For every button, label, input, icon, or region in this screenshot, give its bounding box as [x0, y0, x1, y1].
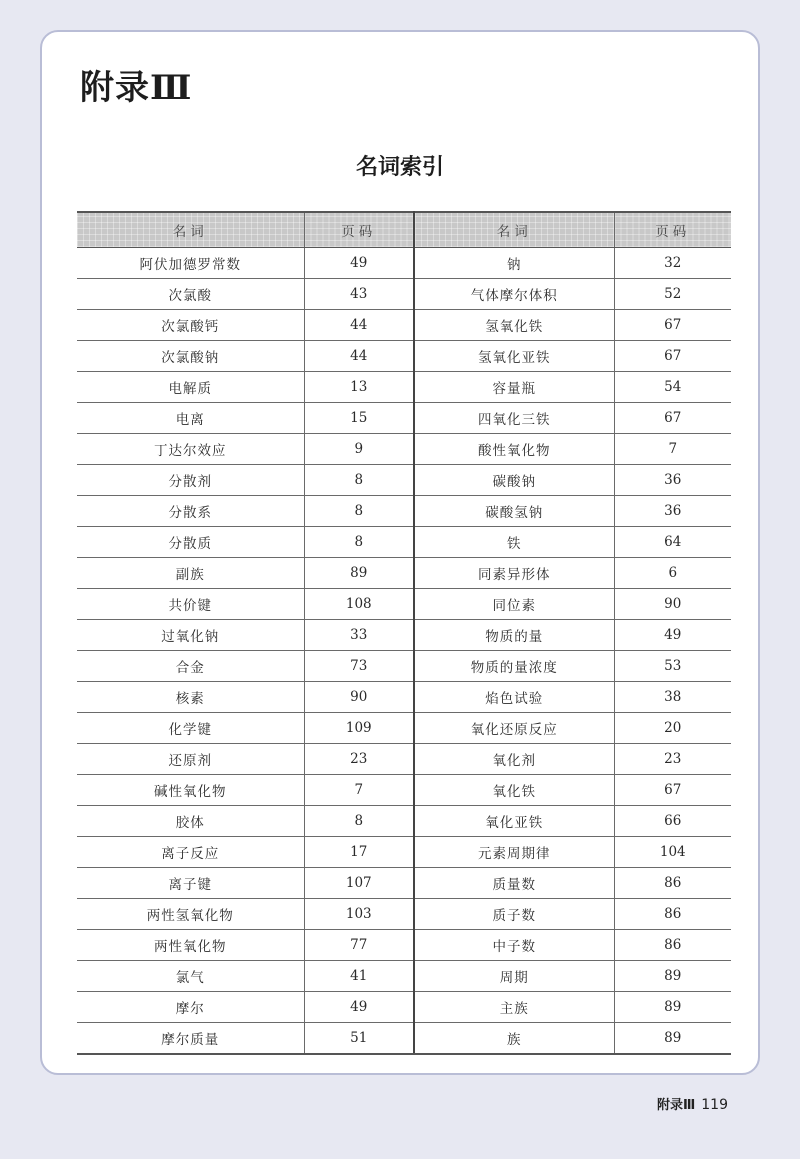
page-left: 77 [304, 930, 414, 961]
page-right: 20 [614, 713, 731, 744]
page-right: 89 [614, 992, 731, 1023]
term-left: 过氧化钠 [77, 620, 304, 651]
page-left: 17 [304, 837, 414, 868]
term-left: 摩尔质量 [77, 1023, 304, 1055]
page-left: 13 [304, 372, 414, 403]
table-row [77, 248, 731, 279]
page-left: 49 [304, 992, 414, 1023]
page-left: 7 [304, 775, 414, 806]
page-left: 103 [304, 899, 414, 930]
term-left: 电解质 [77, 372, 304, 403]
term-left: 合金 [77, 651, 304, 682]
term-left: 胶体 [77, 806, 304, 837]
page-left: 8 [304, 496, 414, 527]
table-row [77, 868, 731, 899]
term-right: 气体摩尔体积 [414, 279, 614, 310]
term-right: 氢氧化铁 [414, 310, 614, 341]
term-left: 次氯酸钠 [77, 341, 304, 372]
term-left: 摩尔 [77, 992, 304, 1023]
header-term-right: 名词 [414, 212, 614, 248]
term-right: 主族 [414, 992, 614, 1023]
term-right: 氧化还原反应 [414, 713, 614, 744]
table-header-row [77, 212, 731, 248]
term-right: 质子数 [414, 899, 614, 930]
term-right: 同素异形体 [414, 558, 614, 589]
page-right: 89 [614, 961, 731, 992]
term-right: 物质的量浓度 [414, 651, 614, 682]
term-right: 周期 [414, 961, 614, 992]
table-row [77, 837, 731, 868]
table-row [77, 806, 731, 837]
table-row [77, 279, 731, 310]
term-right: 氢氧化亚铁 [414, 341, 614, 372]
page-left: 107 [304, 868, 414, 899]
term-right: 容量瓶 [414, 372, 614, 403]
term-left: 化学键 [77, 713, 304, 744]
term-right: 碳酸钠 [414, 465, 614, 496]
page-left: 15 [304, 403, 414, 434]
page-footer [657, 1094, 728, 1113]
table-row [77, 527, 731, 558]
page-right: 6 [614, 558, 731, 589]
term-left: 两性氧化物 [77, 930, 304, 961]
table-row [77, 403, 731, 434]
term-left: 碱性氧化物 [77, 775, 304, 806]
page-right: 67 [614, 341, 731, 372]
page-right: 86 [614, 930, 731, 961]
page-left: 41 [304, 961, 414, 992]
table-row [77, 775, 731, 806]
term-right: 铁 [414, 527, 614, 558]
table-row [77, 651, 731, 682]
header-term-left: 名词 [77, 212, 304, 248]
term-right: 酸性氧化物 [414, 434, 614, 465]
page-right: 23 [614, 744, 731, 775]
table-row [77, 496, 731, 527]
page-right: 38 [614, 682, 731, 713]
term-right: 元素周期律 [414, 837, 614, 868]
term-left: 次氯酸 [77, 279, 304, 310]
page-right: 89 [614, 1023, 731, 1055]
table-row [77, 310, 731, 341]
term-right: 氧化亚铁 [414, 806, 614, 837]
term-left: 次氯酸钙 [77, 310, 304, 341]
page-left: 8 [304, 465, 414, 496]
table-row [77, 682, 731, 713]
term-right: 氧化剂 [414, 744, 614, 775]
table-row [77, 341, 731, 372]
table-row [77, 558, 731, 589]
page-right: 7 [614, 434, 731, 465]
term-left: 离子键 [77, 868, 304, 899]
table-row [77, 961, 731, 992]
page-right: 67 [614, 775, 731, 806]
table-row [77, 620, 731, 651]
term-right: 中子数 [414, 930, 614, 961]
page-right: 64 [614, 527, 731, 558]
header-page-left: 页码 [304, 212, 414, 248]
page-right: 32 [614, 248, 731, 279]
page-left: 109 [304, 713, 414, 744]
page-left: 8 [304, 527, 414, 558]
page-right: 36 [614, 465, 731, 496]
term-left: 丁达尔效应 [77, 434, 304, 465]
page-left: 8 [304, 806, 414, 837]
term-left: 还原剂 [77, 744, 304, 775]
page-left: 89 [304, 558, 414, 589]
footer-section: 附录Ⅲ [656, 1098, 696, 1113]
table-row [77, 899, 731, 930]
page-left: 49 [304, 248, 414, 279]
table-row [77, 930, 731, 961]
page-left: 108 [304, 589, 414, 620]
page-right: 104 [614, 837, 731, 868]
appendix-heading: 附录Ⅲ [80, 68, 193, 108]
term-left: 分散系 [77, 496, 304, 527]
term-right: 焰色试验 [414, 682, 614, 713]
page-right: 90 [614, 589, 731, 620]
term-left: 分散剂 [77, 465, 304, 496]
page-right: 36 [614, 496, 731, 527]
table-row [77, 744, 731, 775]
term-left: 氯气 [77, 961, 304, 992]
glossary-index-table [77, 211, 731, 1055]
table-row [77, 372, 731, 403]
page-right: 54 [614, 372, 731, 403]
index-title: 名词索引 [355, 154, 444, 180]
header-page-right: 页码 [614, 212, 731, 248]
term-left: 两性氢氧化物 [77, 899, 304, 930]
table-row [77, 589, 731, 620]
term-left: 共价键 [77, 589, 304, 620]
page-left: 51 [304, 1023, 414, 1055]
term-right: 质量数 [414, 868, 614, 899]
term-right: 氧化铁 [414, 775, 614, 806]
page-left: 44 [304, 341, 414, 372]
page-right: 53 [614, 651, 731, 682]
page-left: 33 [304, 620, 414, 651]
term-right: 族 [414, 1023, 614, 1055]
page-right: 86 [614, 868, 731, 899]
term-right: 钠 [414, 248, 614, 279]
table-row [77, 1023, 731, 1055]
page-left: 90 [304, 682, 414, 713]
term-right: 碳酸氢钠 [414, 496, 614, 527]
term-right: 物质的量 [414, 620, 614, 651]
page-right: 86 [614, 899, 731, 930]
page-left: 43 [304, 279, 414, 310]
page-right: 67 [614, 310, 731, 341]
page-right: 66 [614, 806, 731, 837]
term-right: 四氧化三铁 [414, 403, 614, 434]
table-row [77, 434, 731, 465]
page-number: 119 [701, 1097, 728, 1113]
term-left: 分散质 [77, 527, 304, 558]
table-row [77, 992, 731, 1023]
term-left: 核素 [77, 682, 304, 713]
page-left: 23 [304, 744, 414, 775]
term-left: 电离 [77, 403, 304, 434]
page-right: 67 [614, 403, 731, 434]
page-right: 52 [614, 279, 731, 310]
table-row [77, 465, 731, 496]
page-left: 44 [304, 310, 414, 341]
page-left: 9 [304, 434, 414, 465]
term-left: 离子反应 [77, 837, 304, 868]
page-left: 73 [304, 651, 414, 682]
page-right: 49 [614, 620, 731, 651]
term-left: 阿伏加德罗常数 [77, 248, 304, 279]
table-row [77, 713, 731, 744]
term-right: 同位素 [414, 589, 614, 620]
table-body [77, 248, 731, 1055]
term-left: 副族 [77, 558, 304, 589]
